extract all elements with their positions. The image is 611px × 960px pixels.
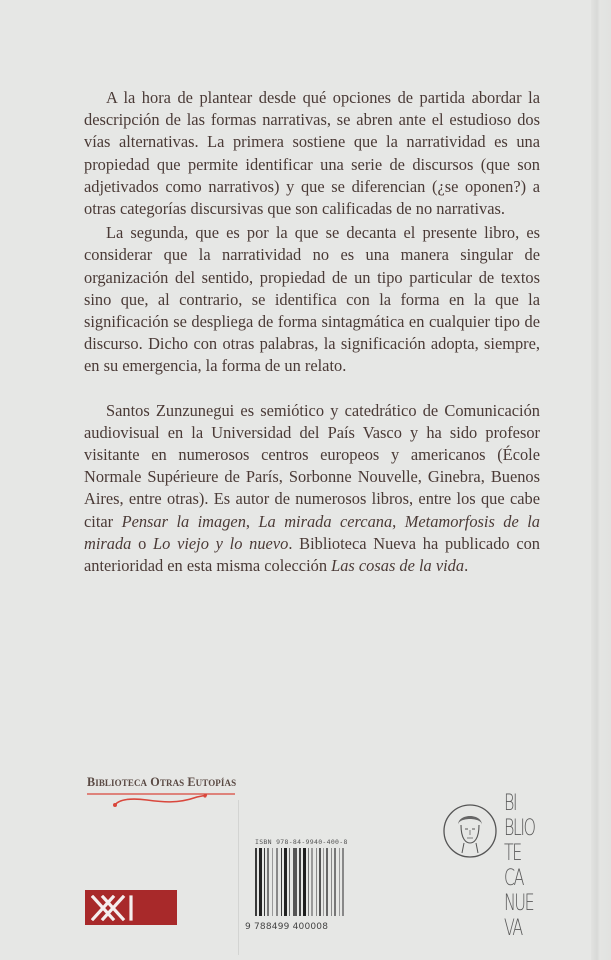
biblioteca-nueva-wordmark xyxy=(504,791,533,941)
separator: o xyxy=(131,533,154,553)
bio-text: Santos Zunzunegui es semiótico y catedrático de Comunicación audiovisual en la Universidad del País Vasco y ha sido profesor visitante en numerosos centros europeos y americanos (École Normale Supérieure de París, Sorbonne Nouvelle, Ginebra, Buenos Aires, entre otras). Es autor de numerosos libros, entre los que cabe citar xyxy=(84,400,540,531)
series-title: Biblioteca Otras Eutopías xyxy=(87,775,237,789)
bio-text: . Biblioteca Nueva ha publicado con anterioridad en esta misma colección xyxy=(84,533,541,576)
wordmark-line: CA xyxy=(504,866,524,891)
barcode-bars-icon xyxy=(255,848,347,916)
portrait-medallion-icon xyxy=(442,803,498,859)
isbn-label: ISBN 978-84-9940-400-8 xyxy=(255,838,348,846)
isbn-barcode xyxy=(245,838,355,953)
book-title: Las cosas de la vida xyxy=(331,556,465,576)
biblioteca-nueva-logo xyxy=(442,775,552,955)
wordmark-line: VA xyxy=(504,916,522,941)
book-title: La mirada cercana xyxy=(258,511,393,531)
siglo-xxi-logo xyxy=(85,890,177,925)
bio-text: . xyxy=(464,556,469,576)
back-cover-text xyxy=(84,87,540,577)
wordmark-line: TE xyxy=(504,841,521,866)
series-logo xyxy=(87,775,237,811)
separator: , xyxy=(245,511,259,531)
synopsis-paragraph-1: A la hora de plantear desde qué opciones de partida abordar la descripción de las formas narrativas, se abren ante el estudioso dos vías alternativas. La primera sostiene que la narratividad es una propiedad que permite identificar una serie de discursos (que son adjetivados como narrativos) y que se diferencian (¿se oponen?) a otras categorías discursivas que son calificadas de no narrativas. xyxy=(84,88,540,219)
wordmark-line: BLIO xyxy=(504,816,535,841)
xxi-mark-icon xyxy=(91,895,139,921)
author-bio xyxy=(84,400,540,578)
wordmark-line: BI xyxy=(504,791,517,816)
wordmark-line: NUE xyxy=(504,891,534,916)
book-title: Metamorfosis de la mirada xyxy=(84,511,540,553)
sticker-edge xyxy=(238,800,239,955)
separator: , xyxy=(392,511,405,531)
synopsis-paragraph-2: La segunda, que es por la que se decanta el presente libro, es considerar que la narratividad no es una manera singular de organización del sentido, propiedad de un tipo particular de textos sino que, al contrario, se identifica con la forma en la que la significación se despliega de forma sintagmática en cualquier tipo de discurso. Dicho con otras palabras, la significación adopta, siempre, en su emergencia, la forma de un relato. xyxy=(84,223,540,376)
book-title: Lo viejo y lo nuevo xyxy=(153,533,289,553)
series-swash-icon xyxy=(87,791,237,811)
book-title: Pensar la imagen xyxy=(121,511,246,531)
spine-edge xyxy=(591,0,611,960)
barcode-digits: 9 788499 400008 xyxy=(245,922,329,932)
